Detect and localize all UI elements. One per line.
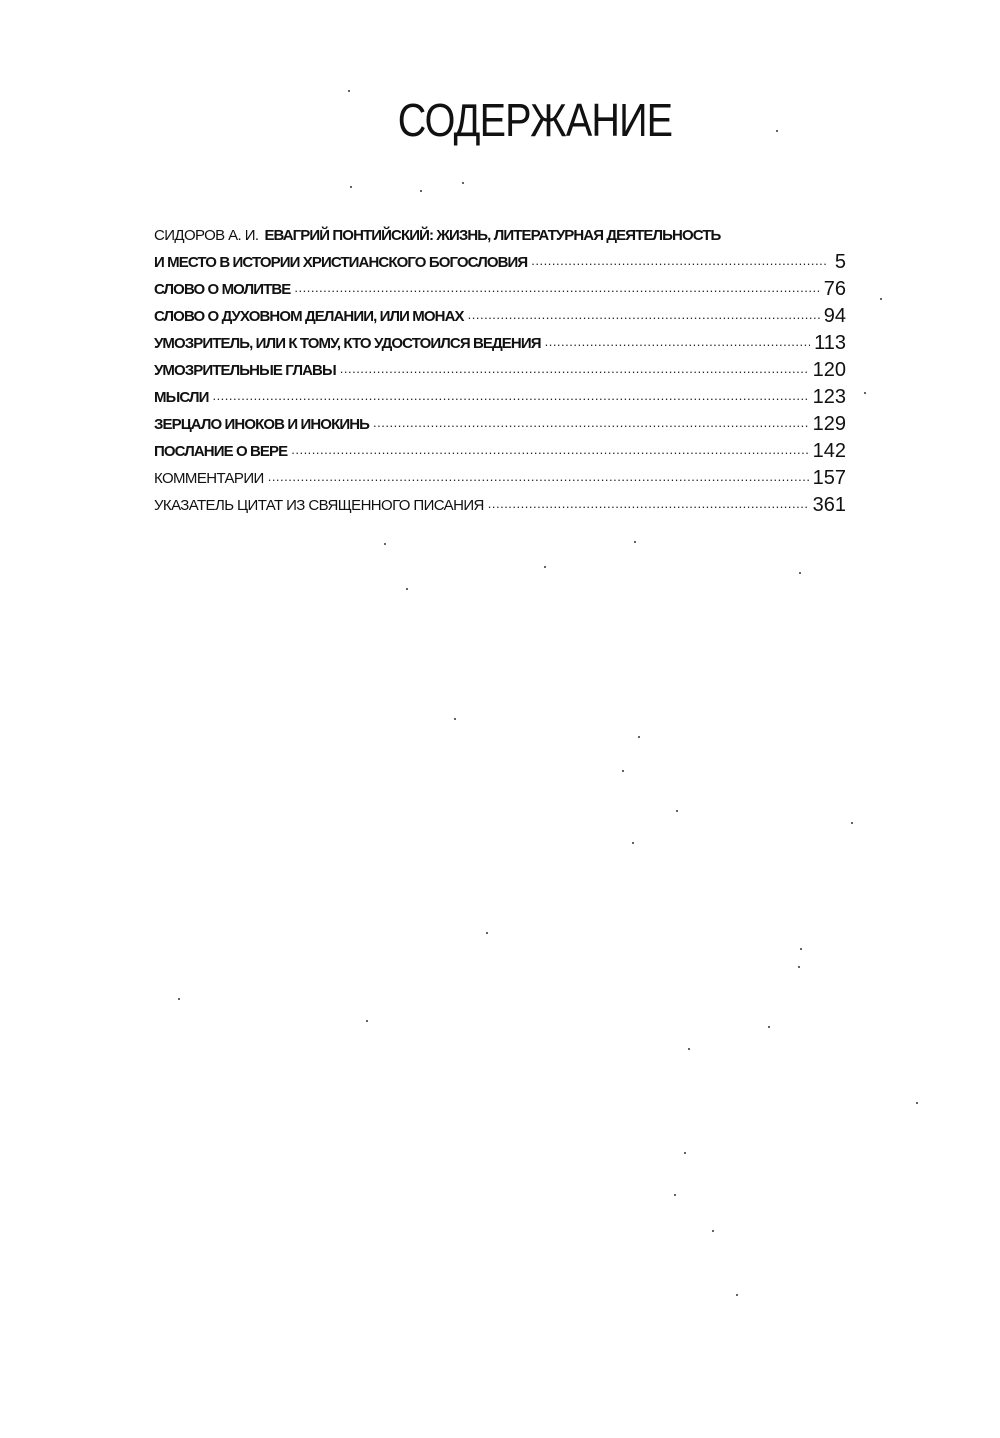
toc-entry-title: КОММЕНТАРИИ <box>154 470 264 487</box>
scan-speck <box>676 810 678 812</box>
scan-speck <box>916 1102 918 1104</box>
dot-leader <box>340 355 809 382</box>
scan-speck <box>768 1026 770 1028</box>
toc-entry <box>154 411 846 438</box>
scan-speck <box>776 130 778 132</box>
toc-page-number: 123 <box>812 386 846 408</box>
scan-speck <box>799 572 801 574</box>
scan-speck <box>544 566 546 568</box>
scan-speck <box>462 182 464 184</box>
scan-speck <box>634 541 636 543</box>
scan-speck <box>736 1294 738 1296</box>
scan-speck <box>486 932 488 934</box>
dot-leader <box>291 436 808 463</box>
scan-speck <box>851 822 853 824</box>
toc-entry-title: СЛОВО О ДУХОВНОМ ДЕЛАНИИ, ИЛИ МОНАХ <box>154 308 464 325</box>
toc-entry <box>154 330 846 357</box>
scan-speck <box>684 1152 686 1154</box>
toc-entry <box>154 303 846 330</box>
toc-entry-1-line-2 <box>154 249 846 276</box>
toc-entry-title: ПОСЛАНИЕ О ВЕРЕ <box>154 443 288 460</box>
toc-entry-1-line-1 <box>154 222 846 249</box>
toc-entry-title: МЫСЛИ <box>154 389 209 406</box>
dot-leader <box>488 490 809 517</box>
toc-entry <box>154 384 846 411</box>
toc-entry <box>154 492 846 519</box>
toc-entry-title: СЛОВО О МОЛИТВЕ <box>154 281 291 298</box>
scan-speck <box>454 718 456 720</box>
scan-speck <box>632 842 634 844</box>
toc-page-number: 94 <box>823 305 846 327</box>
dot-leader <box>545 328 811 355</box>
scan-speck <box>420 190 422 192</box>
toc-entry <box>154 465 846 492</box>
scan-speck <box>880 298 882 300</box>
dot-leader <box>212 382 808 409</box>
scan-speck <box>350 186 352 188</box>
toc-page-number: 120 <box>812 359 846 381</box>
scan-speck <box>712 1230 714 1232</box>
dot-leader <box>268 463 809 490</box>
scan-speck <box>864 392 866 394</box>
scan-speck <box>348 90 350 92</box>
toc-page-number: 129 <box>812 413 846 435</box>
toc-page-number: 113 <box>814 332 846 354</box>
page-title <box>75 93 935 147</box>
scan-speck <box>622 770 624 772</box>
toc-entry-title-line-1: ЕВАГРИЙ ПОНТИЙСКИЙ: ЖИЗНЬ, ЛИТЕРАТУРНАЯ ДЕЯТЕЛЬНОСТЬ <box>264 227 721 244</box>
scan-speck <box>366 1020 368 1022</box>
toc-page-number: 361 <box>812 494 846 516</box>
scan-speck <box>406 588 408 590</box>
toc-page-number: 76 <box>823 278 846 300</box>
dot-leader <box>531 247 828 274</box>
page-title-text: СОДЕРЖАНИЕ <box>397 93 673 146</box>
toc-entry-title: УКАЗАТЕЛЬ ЦИТАТ ИЗ СВЯЩЕННОГО ПИСАНИЯ <box>154 497 484 514</box>
toc-entry-title: УМОЗРИТЕЛЬ, ИЛИ К ТОМУ, КТО УДОСТОИЛСЯ ВЕДЕНИЯ <box>154 335 541 352</box>
scan-speck <box>688 1048 690 1050</box>
dot-leader <box>294 274 819 301</box>
dot-leader <box>373 409 809 436</box>
toc-entry-title-line-2: И МЕСТО В ИСТОРИИ ХРИСТИАНСКОГО БОГОСЛОВИЯ <box>154 254 528 271</box>
toc-entry <box>154 438 846 465</box>
toc-entry-title: УМОЗРИТЕЛЬНЫЕ ГЛАВЫ <box>154 362 336 379</box>
toc-page-number: 5 <box>834 251 846 273</box>
dot-leader <box>468 301 820 328</box>
toc-entry-title: ЗЕРЦАЛО ИНОКОВ И ИНОКИНЬ <box>154 416 370 433</box>
scan-speck <box>638 736 640 738</box>
toc-entry <box>154 276 846 303</box>
scan-speck <box>178 998 180 1000</box>
toc-page-number: 157 <box>812 467 846 489</box>
table-of-contents <box>154 222 846 519</box>
scan-speck <box>798 966 800 968</box>
toc-page-number: 142 <box>812 440 846 462</box>
toc-entry <box>154 357 846 384</box>
scan-speck <box>674 1194 676 1196</box>
scan-speck <box>800 948 802 950</box>
scan-speck <box>384 543 386 545</box>
toc-entry-author: СИДОРОВ А. И. <box>154 227 259 244</box>
